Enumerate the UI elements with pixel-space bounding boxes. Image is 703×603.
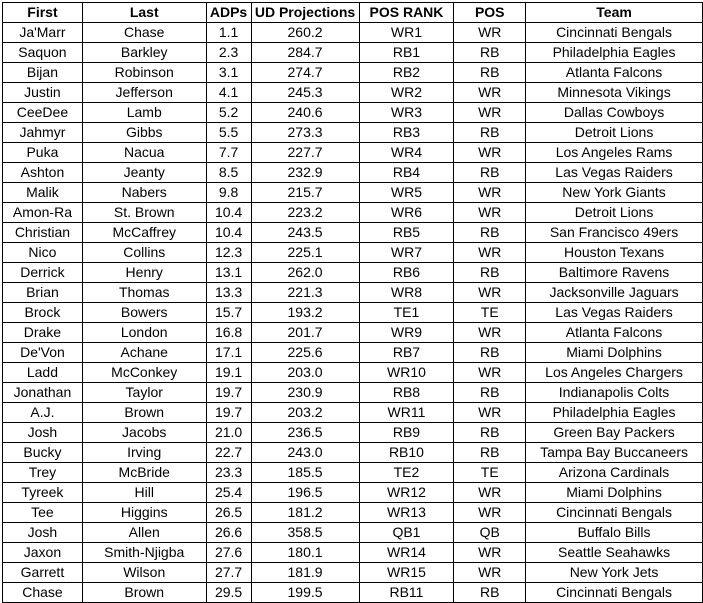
table-row xyxy=(3,543,703,563)
table-row xyxy=(3,383,703,403)
pos-cell[interactable]: WR xyxy=(454,203,526,223)
pos-rank-cell[interactable]: RB11 xyxy=(359,583,454,603)
table-row xyxy=(3,203,703,223)
team-cell[interactable]: Las Vegas Raiders xyxy=(526,163,703,183)
projection-cell[interactable]: 185.5 xyxy=(251,463,359,483)
team-cell[interactable]: Houston Texans xyxy=(526,243,703,263)
projection-cell[interactable]: 274.7 xyxy=(251,63,359,83)
first-name-cell[interactable]: Nico xyxy=(3,243,83,263)
pos-cell[interactable]: RB xyxy=(454,163,526,183)
adp-cell[interactable]: 21.0 xyxy=(206,423,251,443)
first-name-cell[interactable]: A.J. xyxy=(3,403,83,423)
pos-cell[interactable]: WR xyxy=(454,23,526,43)
pos-cell[interactable]: WR xyxy=(454,143,526,163)
pos-cell[interactable]: WR xyxy=(454,103,526,123)
pos-rank-cell[interactable]: TE2 xyxy=(359,463,454,483)
table-row xyxy=(3,43,703,63)
table-row xyxy=(3,363,703,383)
table-row xyxy=(3,283,703,303)
pos-rank-cell[interactable]: RB2 xyxy=(359,63,454,83)
projection-cell[interactable]: 243.5 xyxy=(251,223,359,243)
pos-rank-cell[interactable]: RB7 xyxy=(359,343,454,363)
team-cell[interactable]: Baltimore Ravens xyxy=(526,263,703,283)
last-name-cell[interactable]: Taylor xyxy=(82,383,206,403)
adp-cell[interactable]: 19.1 xyxy=(206,363,251,383)
first-name-cell[interactable]: Bijan xyxy=(3,63,83,83)
team-cell[interactable]: Seattle Seahawks xyxy=(526,543,703,563)
team-cell[interactable]: Minnesota Vikings xyxy=(526,83,703,103)
pos-cell[interactable]: WR xyxy=(454,563,526,583)
adp-cell[interactable]: 19.7 xyxy=(206,403,251,423)
pos-rank-cell[interactable]: RB9 xyxy=(359,423,454,443)
pos-cell[interactable]: RB xyxy=(454,223,526,243)
projection-cell[interactable]: 225.6 xyxy=(251,343,359,363)
last-name-cell[interactable]: Brown xyxy=(82,403,206,423)
projection-cell[interactable]: 227.7 xyxy=(251,143,359,163)
team-cell[interactable]: Jacksonville Jaguars xyxy=(526,283,703,303)
table-row xyxy=(3,223,703,243)
first-name-cell[interactable]: Saquon xyxy=(3,43,83,63)
first-name-cell[interactable]: Trey xyxy=(3,463,83,483)
first-name-cell[interactable]: Justin xyxy=(3,83,83,103)
header-ud-projections[interactable]: UD Projections xyxy=(251,3,359,23)
projection-cell[interactable]: 181.9 xyxy=(251,563,359,583)
team-cell[interactable]: Arizona Cardinals xyxy=(526,463,703,483)
table-row xyxy=(3,423,703,443)
team-cell[interactable]: New York Giants xyxy=(526,183,703,203)
team-cell[interactable]: Tampa Bay Buccaneers xyxy=(526,443,703,463)
team-cell[interactable]: New York Jets xyxy=(526,563,703,583)
adp-cell[interactable]: 10.4 xyxy=(206,223,251,243)
team-cell[interactable]: Philadelphia Eagles xyxy=(526,43,703,63)
pos-rank-cell[interactable]: WR15 xyxy=(359,563,454,583)
pos-rank-cell[interactable]: WR7 xyxy=(359,243,454,263)
first-name-cell[interactable]: Derrick xyxy=(3,263,83,283)
last-name-cell[interactable]: Smith-Njigba xyxy=(82,543,206,563)
first-name-cell[interactable]: Garrett xyxy=(3,563,83,583)
projection-cell[interactable]: 273.3 xyxy=(251,123,359,143)
adp-cell[interactable]: 13.3 xyxy=(206,283,251,303)
header-adps[interactable]: ADPs xyxy=(206,3,251,23)
pos-cell[interactable]: TE xyxy=(454,303,526,323)
adp-cell[interactable]: 25.4 xyxy=(206,483,251,503)
adp-cell[interactable]: 15.7 xyxy=(206,303,251,323)
table-row xyxy=(3,443,703,463)
pos-rank-cell[interactable]: WR2 xyxy=(359,83,454,103)
projection-cell[interactable]: 215.7 xyxy=(251,183,359,203)
pos-rank-cell[interactable]: WR4 xyxy=(359,143,454,163)
last-name-cell[interactable]: McConkey xyxy=(82,363,206,383)
pos-cell[interactable]: RB xyxy=(454,263,526,283)
table-header xyxy=(3,3,703,23)
pos-rank-cell[interactable]: WR10 xyxy=(359,363,454,383)
projection-cell[interactable]: 284.7 xyxy=(251,43,359,63)
table-row xyxy=(3,23,703,43)
team-cell[interactable]: Los Angeles Chargers xyxy=(526,363,703,383)
projection-cell[interactable]: 203.2 xyxy=(251,403,359,423)
team-cell[interactable]: San Francisco 49ers xyxy=(526,223,703,243)
team-cell[interactable]: Atlanta Falcons xyxy=(526,323,703,343)
pos-rank-cell[interactable]: WR13 xyxy=(359,503,454,523)
table-row xyxy=(3,183,703,203)
last-name-cell[interactable]: Irving xyxy=(82,443,206,463)
first-name-cell[interactable]: Puka xyxy=(3,143,83,163)
pos-rank-cell[interactable]: RB3 xyxy=(359,123,454,143)
table-body xyxy=(3,23,703,603)
first-name-cell[interactable]: Ashton xyxy=(3,163,83,183)
pos-rank-cell[interactable]: RB1 xyxy=(359,43,454,63)
last-name-cell[interactable]: Allen xyxy=(82,523,206,543)
pos-cell[interactable]: WR xyxy=(454,503,526,523)
table-row xyxy=(3,163,703,183)
first-name-cell[interactable]: Josh xyxy=(3,423,83,443)
adp-cell[interactable]: 27.6 xyxy=(206,543,251,563)
pos-rank-cell[interactable]: WR14 xyxy=(359,543,454,563)
projection-cell[interactable]: 358.5 xyxy=(251,523,359,543)
last-name-cell[interactable]: Henry xyxy=(82,263,206,283)
pos-rank-cell[interactable]: WR11 xyxy=(359,403,454,423)
projection-cell[interactable]: 230.9 xyxy=(251,383,359,403)
team-cell[interactable]: Indianapolis Colts xyxy=(526,383,703,403)
table-row xyxy=(3,403,703,423)
adp-cell[interactable]: 8.5 xyxy=(206,163,251,183)
projection-cell[interactable]: 260.2 xyxy=(251,23,359,43)
adp-cell[interactable]: 9.8 xyxy=(206,183,251,203)
last-name-cell[interactable]: Lamb xyxy=(82,103,206,123)
first-name-cell[interactable]: Chase xyxy=(3,583,83,603)
last-name-cell[interactable]: Hill xyxy=(82,483,206,503)
pos-rank-cell[interactable]: WR12 xyxy=(359,483,454,503)
table-row xyxy=(3,463,703,483)
first-name-cell[interactable]: Brian xyxy=(3,283,83,303)
projection-cell[interactable]: 245.3 xyxy=(251,83,359,103)
adp-cell[interactable]: 19.7 xyxy=(206,383,251,403)
team-cell[interactable]: Cincinnati Bengals xyxy=(526,583,703,603)
table-row xyxy=(3,103,703,123)
table-row xyxy=(3,63,703,83)
last-name-cell[interactable]: Jefferson xyxy=(82,83,206,103)
pos-rank-cell[interactable]: RB10 xyxy=(359,443,454,463)
last-name-cell[interactable]: Wilson xyxy=(82,563,206,583)
table-row xyxy=(3,263,703,283)
pos-rank-cell[interactable]: RB5 xyxy=(359,223,454,243)
adp-cell[interactable]: 5.2 xyxy=(206,103,251,123)
team-cell[interactable]: Cincinnati Bengals xyxy=(526,23,703,43)
adp-cell[interactable]: 3.1 xyxy=(206,63,251,83)
adp-cell[interactable]: 23.3 xyxy=(206,463,251,483)
first-name-cell[interactable]: Ja'Marr xyxy=(3,23,83,43)
header-team[interactable]: Team xyxy=(526,3,703,23)
projection-cell[interactable]: 193.2 xyxy=(251,303,359,323)
first-name-cell[interactable]: Amon-Ra xyxy=(3,203,83,223)
team-cell[interactable]: Miami Dolphins xyxy=(526,483,703,503)
last-name-cell[interactable]: Nacua xyxy=(82,143,206,163)
team-cell[interactable]: Green Bay Packers xyxy=(526,423,703,443)
pos-cell[interactable]: RB xyxy=(454,123,526,143)
adp-cell[interactable]: 22.7 xyxy=(206,443,251,463)
pos-cell[interactable]: RB xyxy=(454,343,526,363)
pos-rank-cell[interactable]: WR1 xyxy=(359,23,454,43)
projection-cell[interactable]: 225.1 xyxy=(251,243,359,263)
first-name-cell[interactable]: Ladd xyxy=(3,363,83,383)
pos-cell[interactable]: TE xyxy=(454,463,526,483)
first-name-cell[interactable]: CeeDee xyxy=(3,103,83,123)
adp-cell[interactable]: 7.7 xyxy=(206,143,251,163)
table-row xyxy=(3,143,703,163)
pos-cell[interactable]: WR xyxy=(454,183,526,203)
adp-cell[interactable]: 12.3 xyxy=(206,243,251,263)
first-name-cell[interactable]: Brock xyxy=(3,303,83,323)
projection-cell[interactable]: 199.5 xyxy=(251,583,359,603)
first-name-cell[interactable]: Tyreek xyxy=(3,483,83,503)
last-name-cell[interactable]: Nabers xyxy=(82,183,206,203)
projection-cell[interactable]: 180.1 xyxy=(251,543,359,563)
header-first[interactable]: First xyxy=(3,3,83,23)
header-row xyxy=(3,3,703,23)
pos-cell[interactable]: WR xyxy=(454,243,526,263)
first-name-cell[interactable]: Tee xyxy=(3,503,83,523)
adp-cell[interactable]: 29.5 xyxy=(206,583,251,603)
table-row xyxy=(3,343,703,363)
pos-rank-cell[interactable]: RB8 xyxy=(359,383,454,403)
pos-rank-cell[interactable]: TE1 xyxy=(359,303,454,323)
team-cell[interactable]: Los Angeles Rams xyxy=(526,143,703,163)
pos-rank-cell[interactable]: WR5 xyxy=(359,183,454,203)
last-name-cell[interactable]: Barkley xyxy=(82,43,206,63)
adp-cell[interactable]: 26.6 xyxy=(206,523,251,543)
last-name-cell[interactable]: McCaffrey xyxy=(82,223,206,243)
table-row xyxy=(3,523,703,543)
adp-cell[interactable]: 26.5 xyxy=(206,503,251,523)
pos-cell[interactable]: WR xyxy=(454,283,526,303)
last-name-cell[interactable]: Chase xyxy=(82,23,206,43)
pos-rank-cell[interactable]: WR9 xyxy=(359,323,454,343)
projection-cell[interactable]: 203.0 xyxy=(251,363,359,383)
first-name-cell[interactable]: Drake xyxy=(3,323,83,343)
last-name-cell[interactable]: Jeanty xyxy=(82,163,206,183)
adp-cell[interactable]: 2.3 xyxy=(206,43,251,63)
last-name-cell[interactable]: Jacobs xyxy=(82,423,206,443)
first-name-cell[interactable]: De'Von xyxy=(3,343,83,363)
last-name-cell[interactable]: Brown xyxy=(82,583,206,603)
last-name-cell[interactable]: Higgins xyxy=(82,503,206,523)
pos-cell[interactable]: WR xyxy=(454,403,526,423)
pos-rank-cell[interactable]: RB6 xyxy=(359,263,454,283)
table-row xyxy=(3,503,703,523)
adp-cell[interactable]: 1.1 xyxy=(206,23,251,43)
last-name-cell[interactable]: London xyxy=(82,323,206,343)
team-cell[interactable]: Las Vegas Raiders xyxy=(526,303,703,323)
pos-cell[interactable]: WR xyxy=(454,483,526,503)
first-name-cell[interactable]: Jonathan xyxy=(3,383,83,403)
projection-cell[interactable]: 232.9 xyxy=(251,163,359,183)
team-cell[interactable]: Miami Dolphins xyxy=(526,343,703,363)
projection-cell[interactable]: 201.7 xyxy=(251,323,359,343)
last-name-cell[interactable]: McBride xyxy=(82,463,206,483)
first-name-cell[interactable]: Jahmyr xyxy=(3,123,83,143)
pos-cell[interactable]: RB xyxy=(454,423,526,443)
projection-cell[interactable]: 243.0 xyxy=(251,443,359,463)
team-cell[interactable]: Detroit Lions xyxy=(526,123,703,143)
first-name-cell[interactable]: Jaxon xyxy=(3,543,83,563)
table-row xyxy=(3,583,703,603)
adp-cell[interactable]: 16.8 xyxy=(206,323,251,343)
adp-cell[interactable]: 10.4 xyxy=(206,203,251,223)
table-row xyxy=(3,83,703,103)
pos-cell[interactable]: RB xyxy=(454,583,526,603)
table-row xyxy=(3,483,703,503)
team-cell[interactable]: Buffalo Bills xyxy=(526,523,703,543)
table-row xyxy=(3,123,703,143)
pos-rank-cell[interactable]: WR6 xyxy=(359,203,454,223)
team-cell[interactable]: Cincinnati Bengals xyxy=(526,503,703,523)
pos-cell[interactable]: WR xyxy=(454,323,526,343)
adp-cell[interactable]: 13.1 xyxy=(206,263,251,283)
projection-cell[interactable]: 262.0 xyxy=(251,263,359,283)
last-name-cell[interactable]: Collins xyxy=(82,243,206,263)
pos-cell[interactable]: RB xyxy=(454,383,526,403)
projection-cell[interactable]: 240.6 xyxy=(251,103,359,123)
adp-cell[interactable]: 5.5 xyxy=(206,123,251,143)
pos-rank-cell[interactable]: WR8 xyxy=(359,283,454,303)
adp-cell[interactable]: 27.7 xyxy=(206,563,251,583)
pos-cell[interactable]: WR xyxy=(454,543,526,563)
team-cell[interactable]: Philadelphia Eagles xyxy=(526,403,703,423)
adp-cell[interactable]: 4.1 xyxy=(206,83,251,103)
first-name-cell[interactable]: Josh xyxy=(3,523,83,543)
last-name-cell[interactable]: St. Brown xyxy=(82,203,206,223)
team-cell[interactable]: Detroit Lions xyxy=(526,203,703,223)
last-name-cell[interactable]: Gibbs xyxy=(82,123,206,143)
first-name-cell[interactable]: Christian xyxy=(3,223,83,243)
pos-cell[interactable]: RB xyxy=(454,443,526,463)
projection-cell[interactable]: 196.5 xyxy=(251,483,359,503)
last-name-cell[interactable]: Bowers xyxy=(82,303,206,323)
pos-cell[interactable]: QB xyxy=(454,523,526,543)
pos-cell[interactable]: RB xyxy=(454,63,526,83)
projection-cell[interactable]: 181.2 xyxy=(251,503,359,523)
table-row xyxy=(3,303,703,323)
last-name-cell[interactable]: Thomas xyxy=(82,283,206,303)
pos-cell[interactable]: WR xyxy=(454,83,526,103)
team-cell[interactable]: Dallas Cowboys xyxy=(526,103,703,123)
pos-rank-cell[interactable]: QB1 xyxy=(359,523,454,543)
rankings-table xyxy=(2,2,703,603)
header-pos[interactable]: POS xyxy=(454,3,526,23)
pos-cell[interactable]: RB xyxy=(454,43,526,63)
table-row xyxy=(3,243,703,263)
header-pos-rank[interactable]: POS RANK xyxy=(359,3,454,23)
pos-rank-cell[interactable]: RB4 xyxy=(359,163,454,183)
projection-cell[interactable]: 223.2 xyxy=(251,203,359,223)
table-row xyxy=(3,323,703,343)
last-name-cell[interactable]: Robinson xyxy=(82,63,206,83)
last-name-cell[interactable]: Achane xyxy=(82,343,206,363)
first-name-cell[interactable]: Bucky xyxy=(3,443,83,463)
first-name-cell[interactable]: Malik xyxy=(3,183,83,203)
header-last[interactable]: Last xyxy=(82,3,206,23)
pos-cell[interactable]: WR xyxy=(454,363,526,383)
team-cell[interactable]: Atlanta Falcons xyxy=(526,63,703,83)
projection-cell[interactable]: 236.5 xyxy=(251,423,359,443)
pos-rank-cell[interactable]: WR3 xyxy=(359,103,454,123)
projection-cell[interactable]: 221.3 xyxy=(251,283,359,303)
table-row xyxy=(3,563,703,583)
adp-cell[interactable]: 17.1 xyxy=(206,343,251,363)
